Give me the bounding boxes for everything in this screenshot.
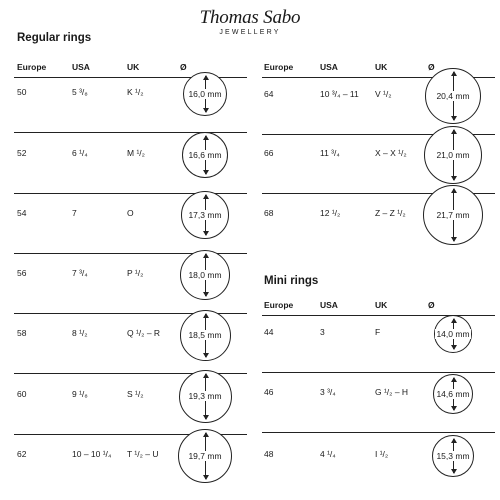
column-header-europe: Europe <box>264 62 294 72</box>
column-header-uk: UK <box>375 62 388 72</box>
diameter-value: 21,7 mm <box>436 210 470 220</box>
regular-row-uk-cell: Z – Z ¹/₂ <box>375 208 406 218</box>
mini-row-diameter-label <box>433 451 473 461</box>
diameter-value: 14,0 mm <box>436 329 470 339</box>
regular-row-diameter-circle <box>182 132 228 178</box>
mini-row-usa-cell: 3 <box>320 327 325 337</box>
column-header-dia: Ø <box>180 62 187 72</box>
mini-row-uk-cell: I ¹/₂ <box>375 449 389 459</box>
regular-row-diameter-label <box>179 451 231 461</box>
regular-row-uk-cell: O <box>127 208 134 218</box>
regular-row-diameter-circle <box>181 191 229 239</box>
regular-row-diameter-label <box>426 91 480 101</box>
regular-row-diameter-circle <box>425 68 481 124</box>
diameter-value: 19,7 mm <box>188 451 222 461</box>
column-header-usa: USA <box>72 62 90 72</box>
mini-row-europe-cell: 46 <box>264 387 274 397</box>
regular-row-europe-cell: 58 <box>17 328 27 338</box>
diameter-value: 21,0 mm <box>436 150 470 160</box>
brand-name: Thomas Sabo <box>199 7 301 28</box>
regular-rings-title: Regular rings <box>17 32 92 44</box>
diameter-value: 20,4 mm <box>436 91 470 101</box>
regular-row-uk-cell: M ¹/₂ <box>127 148 145 158</box>
regular-row-diameter-circle <box>423 185 483 245</box>
regular-row-usa-cell: 11 ³/₄ <box>320 148 340 158</box>
row-divider <box>262 372 495 373</box>
mini-row-diameter-circle <box>433 374 473 414</box>
regular-row-europe-cell: 52 <box>17 148 27 158</box>
regular-row-uk-cell: V ¹/₂ <box>375 89 392 99</box>
column-header-europe: Europe <box>264 300 294 310</box>
column-header-europe: Europe <box>17 62 47 72</box>
regular-row-diameter-circle <box>424 126 482 184</box>
mini-row-europe-cell: 44 <box>264 327 274 337</box>
mini-row-diameter-circle <box>432 435 474 477</box>
mini-row-diameter-label <box>434 389 472 399</box>
regular-row-diameter-label <box>183 150 227 160</box>
column-header-dia: Ø <box>428 62 435 72</box>
regular-row-europe-cell: 66 <box>264 148 274 158</box>
regular-row-usa-cell: 6 ¹/₄ <box>72 148 88 158</box>
regular-row-usa-cell: 10 ³/₄ – 11 <box>320 89 359 99</box>
column-header-usa: USA <box>320 300 338 310</box>
regular-row-usa-cell: 9 ¹/₈ <box>72 389 88 399</box>
regular-row-europe-cell: 50 <box>17 87 27 97</box>
regular-row-diameter-label <box>180 391 231 401</box>
regular-row-uk-cell: P ¹/₂ <box>127 268 144 278</box>
mini-row-usa-cell: 3 ³/₄ <box>320 387 336 397</box>
mini-row-uk-cell: G ¹/₂ – H <box>375 387 409 397</box>
column-header-uk: UK <box>127 62 140 72</box>
regular-row-usa-cell: 7 ³/₄ <box>72 268 88 278</box>
regular-row-diameter-circle <box>178 429 232 483</box>
regular-row-europe-cell: 68 <box>264 208 274 218</box>
diameter-value: 15,3 mm <box>436 451 470 461</box>
regular-row-europe-cell: 60 <box>17 389 27 399</box>
regular-row-uk-cell: K ¹/₂ <box>127 87 144 97</box>
mini-row-diameter-label <box>435 329 471 339</box>
diameter-value: 18,5 mm <box>188 330 222 340</box>
diameter-value: 18,0 mm <box>188 270 222 280</box>
diameter-value: 17,3 mm <box>188 210 222 220</box>
regular-row-usa-cell: 8 ¹/₂ <box>72 328 88 338</box>
mini-row-europe-cell: 48 <box>264 449 274 459</box>
mini-row-uk-cell: F <box>375 327 381 337</box>
regular-row-usa-cell: 5 ³/₈ <box>72 87 88 97</box>
column-header-uk: UK <box>375 300 388 310</box>
regular-row-diameter-label <box>181 270 229 280</box>
regular-row-diameter-circle <box>179 370 232 423</box>
regular-row-europe-cell: 54 <box>17 208 27 218</box>
regular-row-diameter-circle <box>180 310 231 361</box>
mini-row-usa-cell: 4 ¹/₄ <box>320 449 336 459</box>
regular-row-diameter-label <box>424 210 482 220</box>
regular-row-diameter-label <box>181 330 230 340</box>
diameter-value: 14,6 mm <box>436 389 470 399</box>
regular-row-uk-cell: T ¹/₂ – U <box>127 449 159 459</box>
row-divider <box>262 432 495 433</box>
brand-subtitle: JEWELLERY <box>219 29 281 36</box>
regular-row-diameter-circle <box>180 250 230 300</box>
diameter-value: 16,0 mm <box>188 89 222 99</box>
regular-row-europe-cell: 56 <box>17 268 27 278</box>
column-header-usa: USA <box>320 62 338 72</box>
regular-row-diameter-label <box>184 89 226 99</box>
regular-row-usa-cell: 12 ¹/₂ <box>320 208 341 218</box>
regular-row-europe-cell: 62 <box>17 449 27 459</box>
regular-row-europe-cell: 64 <box>264 89 274 99</box>
regular-row-uk-cell: Q ¹/₂ – R <box>127 328 161 338</box>
column-header-dia: Ø <box>428 300 435 310</box>
diameter-value: 19,3 mm <box>188 391 222 401</box>
regular-row-diameter-label <box>182 210 228 220</box>
mini-rings-title: Mini rings <box>264 275 319 287</box>
regular-row-diameter-label <box>425 150 481 160</box>
regular-row-uk-cell: X – X ¹/₂ <box>375 148 407 158</box>
diameter-value: 16,6 mm <box>188 150 222 160</box>
regular-row-usa-cell: 7 <box>72 208 77 218</box>
mini-row-diameter-circle <box>434 315 472 353</box>
regular-row-usa-cell: 10 – 10 ¹/₄ <box>72 449 112 459</box>
regular-row-diameter-circle <box>183 72 227 116</box>
regular-row-uk-cell: S ¹/₂ <box>127 389 144 399</box>
